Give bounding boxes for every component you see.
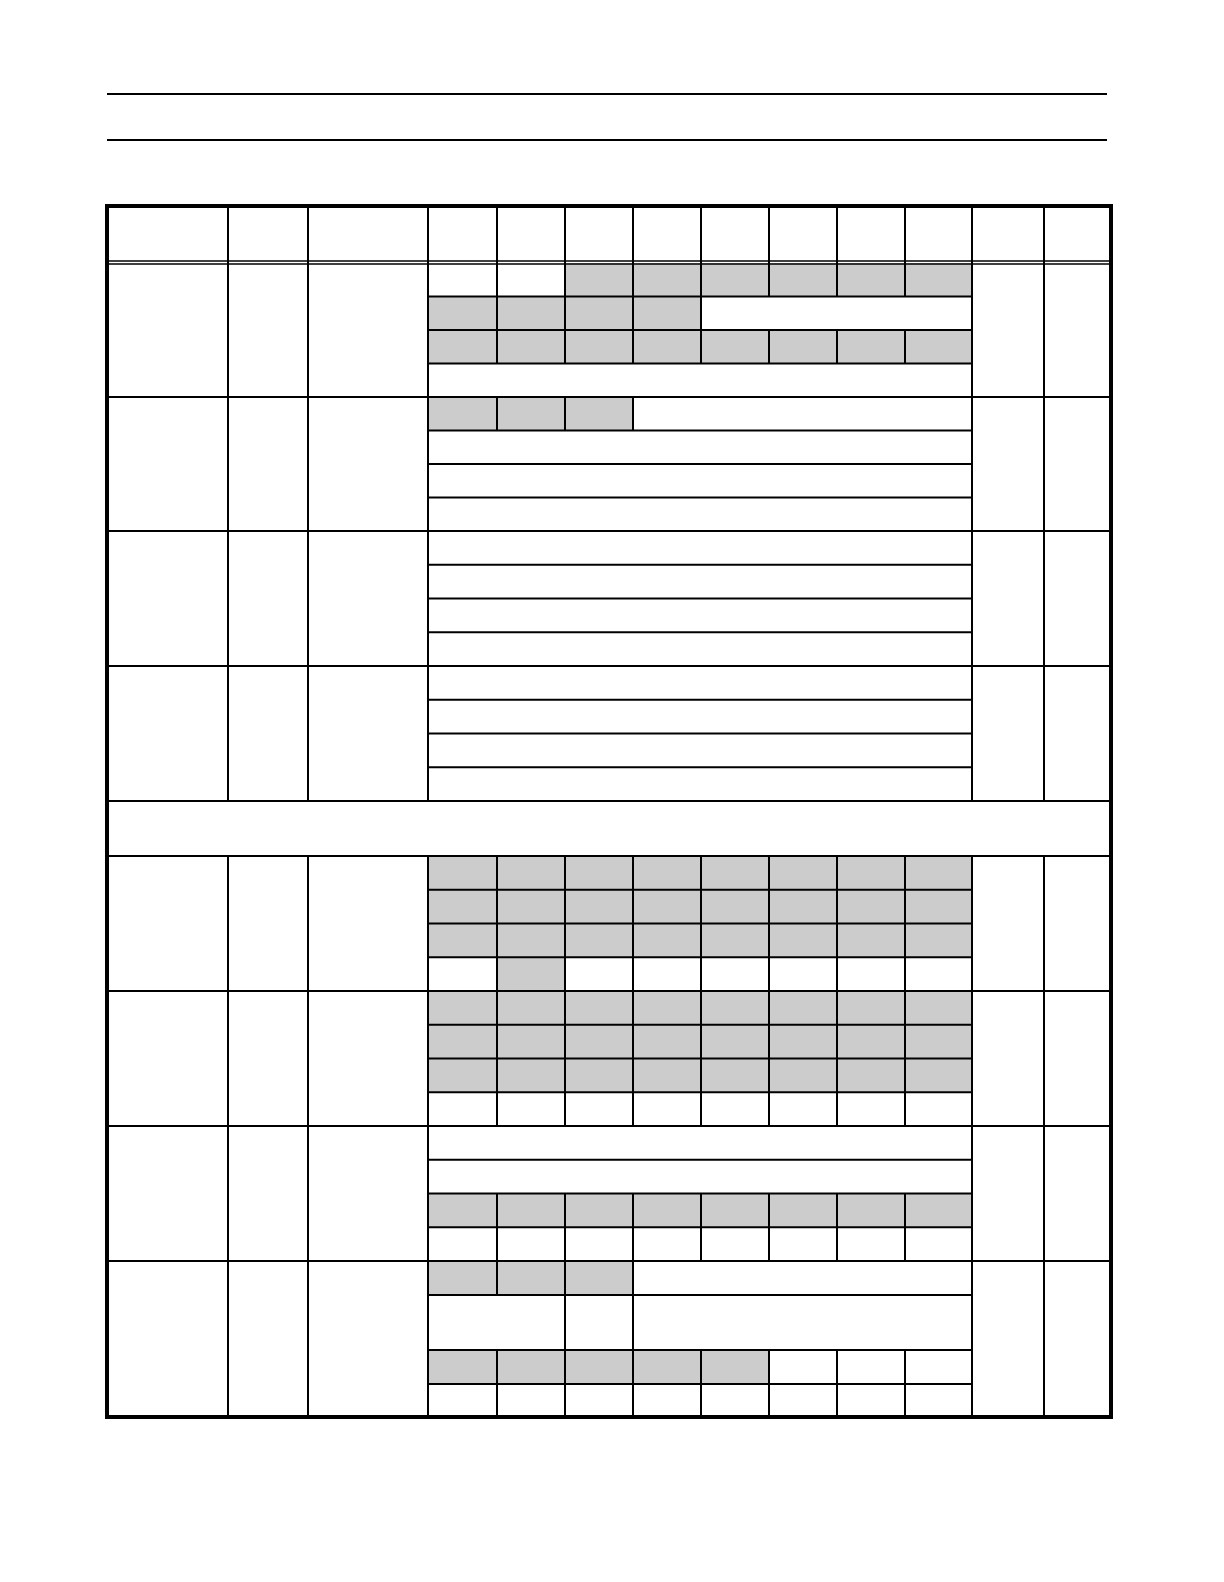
bit-cell-shaded xyxy=(701,330,769,364)
bit-cell-shaded xyxy=(905,1059,972,1093)
bit-cell-shaded xyxy=(769,1194,837,1228)
bit-cell-shaded xyxy=(633,330,701,364)
bit-cell-shaded xyxy=(905,263,972,297)
bit-cell-shaded xyxy=(565,330,633,364)
bit-cell-shaded xyxy=(837,1194,905,1228)
bit-cell-shaded xyxy=(633,1025,701,1059)
bit-cell-shaded xyxy=(565,924,633,958)
bit-cell-shaded xyxy=(565,1059,633,1093)
bit-cell-shaded xyxy=(497,1350,565,1384)
bit-cell-shaded xyxy=(769,1059,837,1093)
bit-cell-shaded xyxy=(428,1025,497,1059)
bit-cell-shaded xyxy=(565,1025,633,1059)
bit-cell-shaded xyxy=(837,330,905,364)
bit-cell-shaded xyxy=(701,1350,769,1384)
table-frame xyxy=(107,206,1111,1417)
bit-cell-shaded xyxy=(633,1059,701,1093)
bit-cell-shaded xyxy=(769,890,837,924)
bit-cell-shaded xyxy=(701,1194,769,1228)
bit-cell-shaded xyxy=(905,330,972,364)
bit-cell-shaded xyxy=(633,856,701,890)
bit-cell-shaded xyxy=(428,297,497,331)
bit-cell-shaded xyxy=(633,1194,701,1228)
bit-cell-shaded xyxy=(905,1025,972,1059)
bit-cell-shaded xyxy=(837,991,905,1025)
bit-cell-shaded xyxy=(565,397,633,431)
bit-cell-shaded xyxy=(428,1059,497,1093)
bit-cell-shaded xyxy=(837,263,905,297)
bit-cell-shaded xyxy=(428,330,497,364)
bit-cell-shaded xyxy=(633,1350,701,1384)
bit-cell-shaded xyxy=(701,890,769,924)
bit-cell-shaded xyxy=(769,924,837,958)
bit-cell-shaded xyxy=(565,263,633,297)
bit-cell-shaded xyxy=(837,1059,905,1093)
bit-cell-shaded xyxy=(565,1194,633,1228)
bit-cell-shaded xyxy=(837,924,905,958)
bit-cell-shaded xyxy=(633,890,701,924)
bit-cell-shaded xyxy=(769,991,837,1025)
bit-cell-shaded xyxy=(769,330,837,364)
bit-cell-shaded xyxy=(497,1261,565,1295)
bit-cell-shaded xyxy=(428,1350,497,1384)
bit-cell-shaded xyxy=(565,1261,633,1295)
bit-cell-shaded xyxy=(428,856,497,890)
bit-cell-shaded xyxy=(837,890,905,924)
bit-cell-shaded xyxy=(428,924,497,958)
bit-cell-shaded xyxy=(905,1194,972,1228)
bit-cell-shaded xyxy=(428,991,497,1025)
bit-cell-shaded xyxy=(905,890,972,924)
bit-cell-shaded xyxy=(497,297,565,331)
bit-cell-shaded xyxy=(769,1025,837,1059)
bit-cell-shaded xyxy=(701,263,769,297)
bit-cell-shaded xyxy=(565,991,633,1025)
bit-cell-shaded xyxy=(701,924,769,958)
bit-cell-shaded xyxy=(701,991,769,1025)
bit-cell-shaded xyxy=(769,856,837,890)
bit-cell-shaded xyxy=(428,1261,497,1295)
bit-cell-shaded xyxy=(633,297,701,331)
bit-cell-shaded xyxy=(497,957,565,991)
bit-cell-shaded xyxy=(565,856,633,890)
bit-cell-shaded xyxy=(497,890,565,924)
bit-cell-shaded xyxy=(497,856,565,890)
bit-cell-shaded xyxy=(428,890,497,924)
bit-cell-shaded xyxy=(565,1350,633,1384)
bit-cell-shaded xyxy=(497,397,565,431)
bit-cell-shaded xyxy=(633,924,701,958)
bit-cell-shaded xyxy=(428,397,497,431)
bit-cell-shaded xyxy=(701,1059,769,1093)
bit-cell-shaded xyxy=(701,1025,769,1059)
bit-cell-shaded xyxy=(837,856,905,890)
bit-cell-shaded xyxy=(497,1025,565,1059)
bit-cell-shaded xyxy=(497,1059,565,1093)
bit-cell-shaded xyxy=(905,924,972,958)
bit-cell-shaded xyxy=(428,1194,497,1228)
bit-cell-shaded xyxy=(497,924,565,958)
bit-cell-shaded xyxy=(497,991,565,1025)
bit-cell-shaded xyxy=(837,1025,905,1059)
bit-cell-shaded xyxy=(565,890,633,924)
bit-cell-shaded xyxy=(905,856,972,890)
bit-cell-shaded xyxy=(701,856,769,890)
bit-cell-shaded xyxy=(633,991,701,1025)
bit-cell-shaded xyxy=(497,330,565,364)
bit-cell-shaded xyxy=(905,991,972,1025)
bit-cell-shaded xyxy=(565,297,633,331)
bit-cell-shaded xyxy=(497,1194,565,1228)
bit-cell-shaded xyxy=(769,263,837,297)
bit-cell-shaded xyxy=(633,263,701,297)
